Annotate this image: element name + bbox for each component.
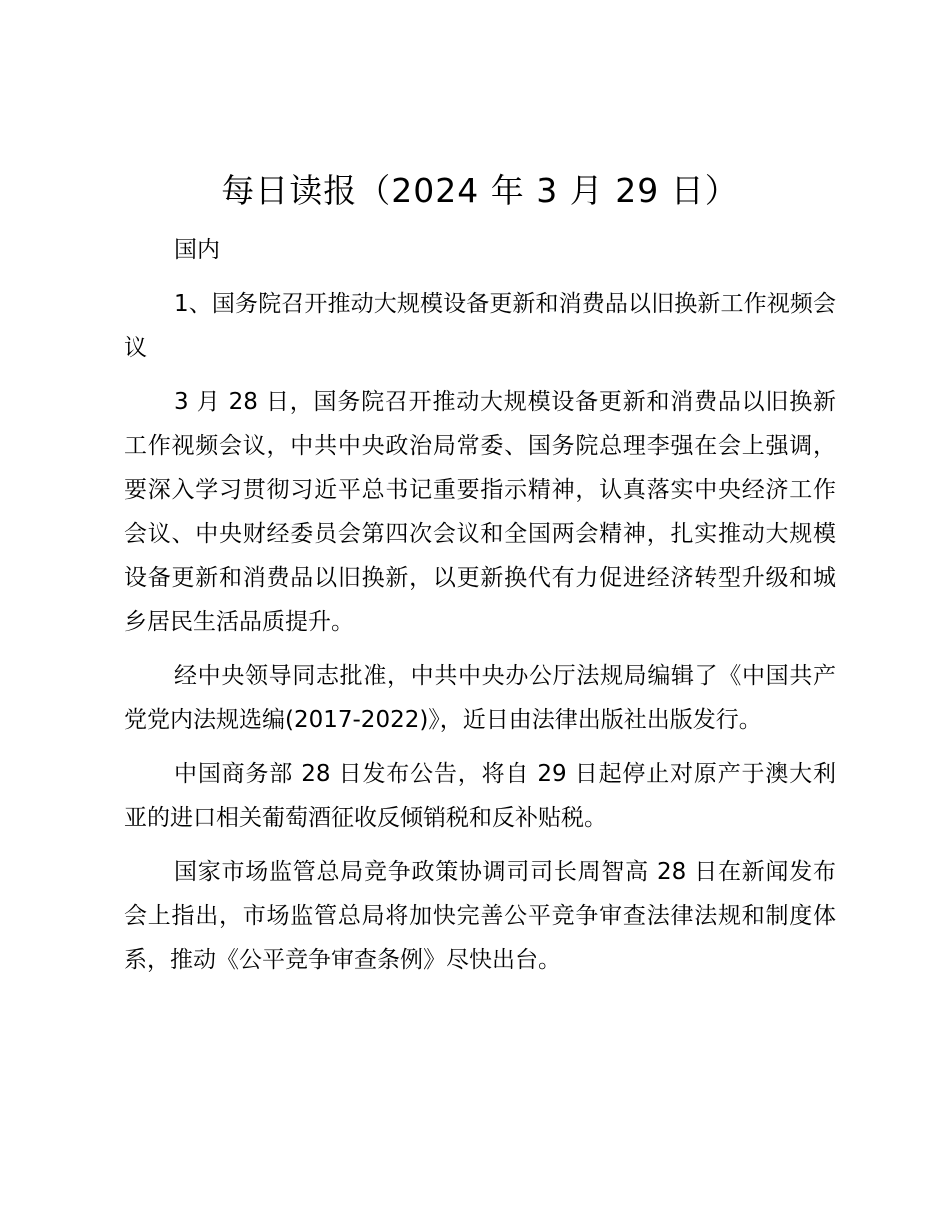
news-paragraph-2: 经中央领导同志批准，中共中央办公厅法规局编辑了《中国共产党党内法规选编(2017-2022)》，近日由法律出版社出版发行。: [124, 663, 836, 733]
news-paragraph-4: 国家市场监管总局竞争政策协调司司长周智高 28 日在新闻发布会上指出，市场监管总局将加快完善公平竞争审查法律法规和制度体系，推动《公平竞争审查条例》尽快出台。: [124, 859, 836, 973]
section-heading: 国内: [174, 237, 220, 263]
document-title: 每日读报（2024 年 3 月 29 日）: [221, 171, 739, 210]
news-headline-1: 1、国务院召开推动大规模设备更新和消费品以旧换新工作视频会议: [124, 291, 836, 361]
news-paragraph-3: 中国商务部 28 日发布公告，将自 29 日起停止对原产于澳大利亚的进口相关葡萄酒征收反倾销税和反补贴税。: [124, 761, 836, 831]
document-page: [124, 168, 836, 992]
news-paragraph-1: 3 月 28 日，国务院召开推动大规模设备更新和消费品以旧换新工作视频会议，中共中央政治局常委、国务院总理李强在会上强调，要深入学习贯彻习近平总书记重要指示精神，认真落实中央经济工作会议、中央财经委员会第四次会议和全国两会精神，扎实推动大规模设备更新和消费品以旧换新，以更新换代有力促进经济转型升级和城乡居民生活品质提升。: [124, 389, 836, 635]
